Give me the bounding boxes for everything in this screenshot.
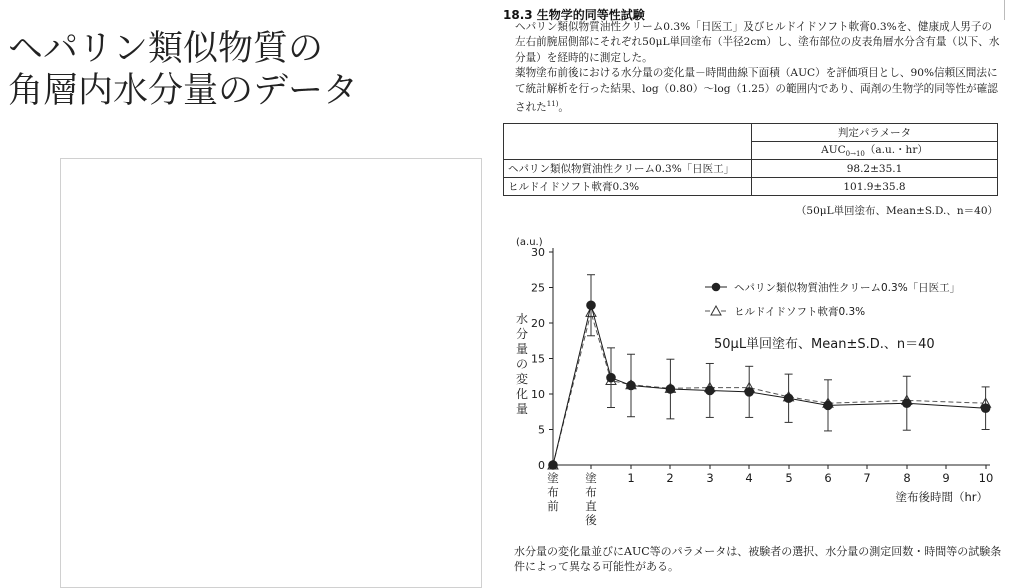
table-note: （50μL単回塗布、Mean±S.D.、n＝40） <box>795 205 998 217</box>
paragraph-result-text: 薬物塗布前後における水分量の変化量－時間曲線下面積（AUC）を評価項目とし、90%信頼区間法にて統計解析を行った結果、log（0.80）～log（1.25）の範囲内であり、両剤の生物学的同等性が確認された <box>515 67 998 114</box>
x-tick-label-char: 布 <box>547 485 559 499</box>
y-tick-label: 0 <box>538 459 545 472</box>
slide-title-line1: ヘパリン類似物質の <box>8 29 324 69</box>
y-tick-label: 25 <box>531 281 545 295</box>
y-axis-title-char: 分 <box>515 327 529 341</box>
image-placeholder-frame <box>60 158 482 588</box>
data-point <box>666 385 675 394</box>
table-empty-cell <box>504 124 752 160</box>
y-axis-title-char: の <box>515 357 529 371</box>
y-axis-title-char: 量 <box>515 402 529 416</box>
auc-subscript: 0→10 <box>845 150 865 159</box>
data-point <box>903 399 912 408</box>
data-point <box>745 388 754 397</box>
auc-table <box>503 123 998 196</box>
data-point <box>824 401 833 410</box>
data-point <box>706 386 715 395</box>
data-point <box>784 394 793 403</box>
paragraph-result <box>515 66 1000 116</box>
footnote: 水分量の変化量並びにAUC等のパラメータは、被験者の選択、水分量の測定回数・時間等の試験条件によって異なる可能性がある。 <box>514 545 1002 573</box>
legend-label: ヒルドイドソフト軟膏0.3% <box>734 306 866 318</box>
x-tick-label-char: 後 <box>585 513 597 527</box>
x-tick-label-char: 直 <box>585 499 597 513</box>
y-tick-label: 20 <box>531 317 545 330</box>
table-cell-name: ヒルドイドソフト軟膏0.3% <box>504 178 752 196</box>
x-tick-label: 6 <box>824 471 832 485</box>
legend-marker-triangle <box>711 306 721 315</box>
legend-label: ヘパリン類似物質油性クリーム0.3%「日医工」 <box>734 282 961 294</box>
data-point <box>587 301 596 310</box>
x-tick-label-char: 塗 <box>585 471 597 485</box>
data-point <box>549 461 558 470</box>
x-tick-label: 3 <box>706 471 714 485</box>
data-point <box>981 404 990 413</box>
y-axis-title-char: 化 <box>515 387 529 401</box>
table-cell-value: 101.9±35.8 <box>752 178 998 196</box>
series-line <box>553 305 986 465</box>
table-row <box>504 178 998 196</box>
slide-title-line2: 角層内水分量のデータ <box>8 71 359 111</box>
table-header-param: 判定パラメータ <box>752 124 998 142</box>
x-tick-label: 9 <box>942 471 950 485</box>
y-tick-label: 5 <box>538 423 545 437</box>
data-point <box>627 381 636 390</box>
table-header-row <box>504 124 998 142</box>
x-tick-label: 10 <box>978 471 994 485</box>
x-tick-label: 7 <box>863 471 871 485</box>
auc-label: AUC <box>821 144 846 157</box>
x-tick-label-char: 布 <box>585 485 597 499</box>
chart-note: 50μL単回塗布、Mean±S.D.、n＝40 <box>714 337 935 352</box>
y-tick-label: 30 <box>531 246 545 259</box>
x-tick-label: 2 <box>666 471 674 485</box>
x-tick-label: 5 <box>785 471 793 485</box>
x-tick-label: 8 <box>903 471 911 485</box>
table-cell-value: 98.2±35.1 <box>752 160 998 178</box>
table-header-auc <box>752 142 998 160</box>
x-tick-label-char: 塗 <box>547 471 559 485</box>
page-edge-line <box>1004 0 1005 20</box>
table-cell-name: ヘパリン類似物質油性クリーム0.3%「日医工」 <box>504 160 752 178</box>
y-axis-title-char: 変 <box>515 372 529 386</box>
x-tick-label-char: 前 <box>547 499 559 513</box>
slide-title <box>8 28 428 112</box>
x-tick-label: 4 <box>745 471 753 485</box>
y-axis-title-char: 量 <box>515 342 529 356</box>
data-point <box>607 373 616 382</box>
auc-unit: （a.u.・hr） <box>864 144 928 157</box>
x-tick-label: 1 <box>627 471 635 485</box>
paragraph-result-end: 。 <box>558 101 570 114</box>
series-line <box>553 312 986 465</box>
legend-marker-circle <box>712 283 721 292</box>
moisture-change-chart <box>498 226 1004 534</box>
reference-marker: 11) <box>546 100 559 109</box>
y-tick-label: 10 <box>531 388 545 401</box>
y-unit-label: (a.u.) <box>516 237 543 248</box>
section-heading: 18.3 生物学的同等性試験 <box>503 8 645 22</box>
y-tick-label: 15 <box>531 352 545 366</box>
x-axis-title: 塗布後時間（hr） <box>895 490 988 504</box>
paragraph-method: ヘパリン類似物質油性クリーム0.3%「日医工」及びヒルドイドソフト軟膏0.3%を、健康成人男子の左右前腕屈側部にそれぞれ50μL単回塗布（半径2cm）し、塗布部位の皮表角層水分含有量（以下、水分量）を経時的に測定した。 <box>515 21 1000 64</box>
cropped-previous-line <box>500 0 880 3</box>
y-axis-title-char: 水 <box>515 312 529 326</box>
table-row <box>504 160 998 178</box>
section-body <box>515 20 1000 116</box>
